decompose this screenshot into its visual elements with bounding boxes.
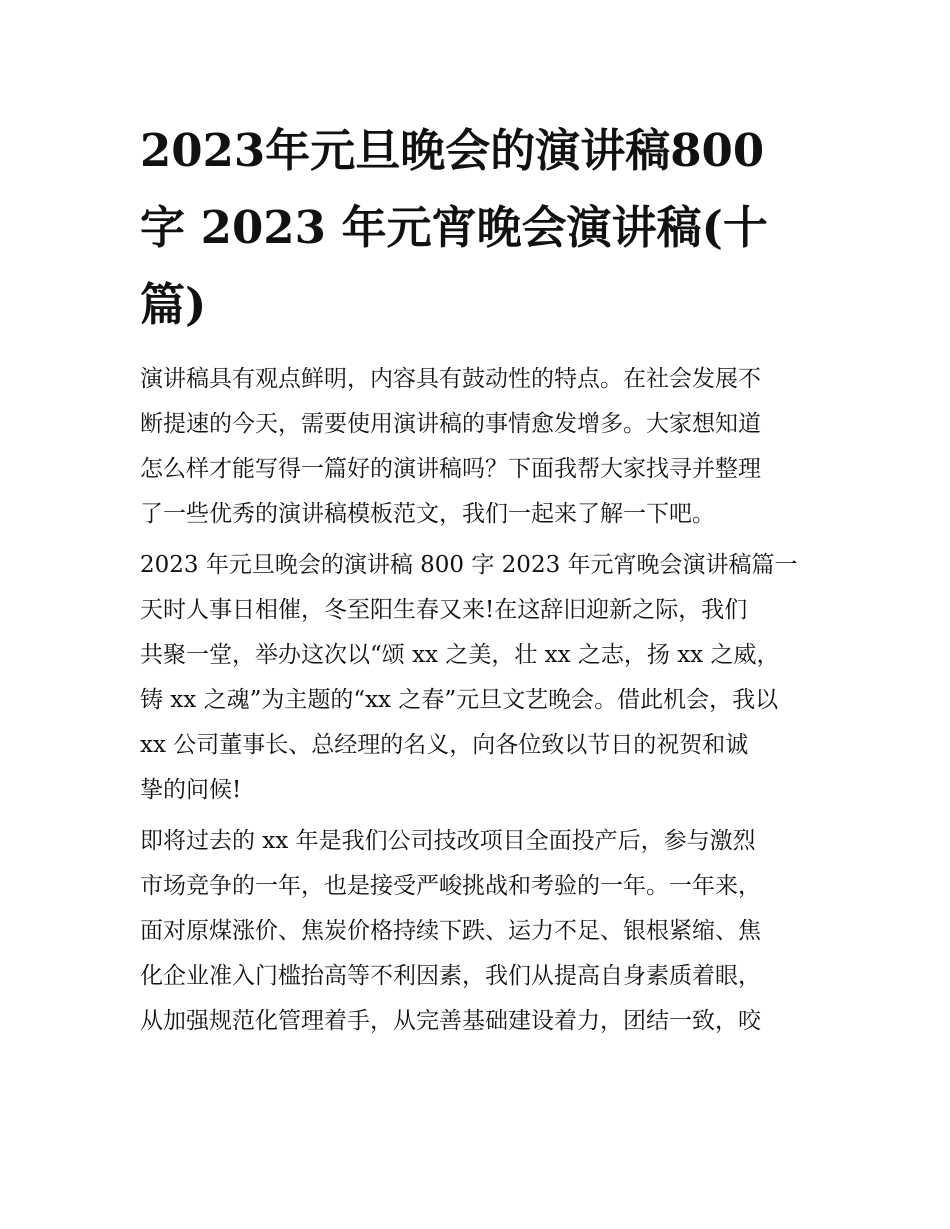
title-line-2: 字 2023 年元宵晚会演讲稿(十 [140, 201, 768, 254]
paragraph-intro [140, 357, 840, 537]
text-line: 即将过去的 xx 年是我们公司技改项目全面投产后，参与激烈 [140, 828, 756, 854]
text-line: 2023 年元旦晚会的演讲稿 800 字 2023 年元宵晚会演讲稿篇一 [140, 552, 798, 578]
text-line: 天时人事日相催，冬至阳生春又来!在这辞旧迎新之际，我们 [140, 597, 748, 623]
text-line: 了一些优秀的演讲稿模板范文，我们一起来了解一下吧。 [140, 501, 715, 527]
title-line-1: 2023年元旦晚会的演讲稿800 [140, 124, 765, 177]
document-title [140, 112, 820, 343]
text-line: 从加强规范化管理着手，从完善基础建设着力，团结一致，咬 [140, 1008, 761, 1034]
text-line: 怎么样才能写得一篇好的演讲稿吗？下面我帮大家找寻并整理 [140, 456, 761, 482]
title-line-3: 篇) [140, 278, 207, 331]
text-line: 演讲稿具有观点鲜明，内容具有鼓动性的特点。在社会发展不 [140, 366, 761, 392]
text-line: 挚的问候! [140, 777, 242, 803]
text-line: 铸 xx 之魂”为主题的“xx 之春”元旦文艺晚会。借此机会，我以 [140, 687, 779, 713]
paragraph-speech-one [140, 543, 840, 813]
text-line: xx 公司董事长、总经理的名义，向各位致以节日的祝贺和诚 [140, 732, 749, 758]
paragraph-year-review [140, 819, 840, 1044]
text-line: 断提速的今天，需要使用演讲稿的事情愈发增多。大家想知道 [140, 411, 761, 437]
text-line: 共聚一堂，举办这次以“颂 xx 之美，壮 xx 之志，扬 xx 之威， [140, 642, 780, 668]
text-line: 市场竞争的一年，也是接受严峻挑战和考验的一年。一年来， [140, 873, 761, 899]
text-line: 化企业准入门槛抬高等不利因素，我们从提高自身素质着眼， [140, 963, 761, 989]
document-body [140, 357, 840, 1050]
text-line: 面对原煤涨价、焦炭价格持续下跌、运力不足、银根紧缩、焦 [140, 918, 761, 944]
